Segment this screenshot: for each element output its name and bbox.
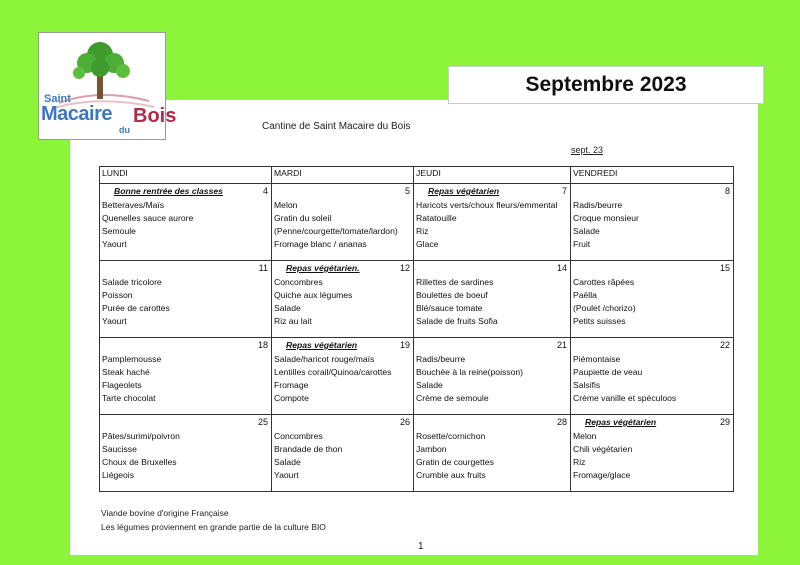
day-number: 29 <box>719 417 730 427</box>
day-number: 5 <box>404 186 410 196</box>
dish-item: Salade tricolore <box>102 277 162 287</box>
day-number: 25 <box>257 417 268 427</box>
menu-cell <box>414 261 571 338</box>
menu-theme <box>102 261 269 276</box>
dish-item: Poisson <box>102 290 133 300</box>
menu-theme <box>274 184 411 199</box>
dish-item: (Poulet /chorizo) <box>573 303 636 313</box>
menu-cell <box>272 338 414 415</box>
menu-theme <box>102 415 269 430</box>
menu-cell <box>272 415 414 492</box>
dish-item: Purée de carottes <box>102 303 170 313</box>
menu-cell <box>414 184 571 261</box>
dish-item: Radis/beurre <box>573 200 623 210</box>
dish-item: (Penne/courgette/tomate/lardon) <box>274 226 398 236</box>
menu-theme <box>102 338 269 353</box>
menu-cell <box>414 338 571 415</box>
dish-item: Compote <box>274 393 309 403</box>
day-number: 14 <box>556 263 567 273</box>
dish-item: Betteraves/Maïs <box>102 200 165 210</box>
menu-cell <box>571 338 734 415</box>
week-row <box>100 338 734 415</box>
dish-item: Paëlla <box>573 290 597 300</box>
dish-item: Boulettes de boeuf <box>416 290 488 300</box>
week-row <box>100 184 734 261</box>
menu-cell <box>272 184 414 261</box>
menu-theme <box>416 261 568 276</box>
day-header: VENDREDI <box>571 167 734 184</box>
dish-item: Riz au lait <box>274 316 312 326</box>
month-banner <box>448 66 764 104</box>
logo-du: du <box>119 125 130 135</box>
menu-theme <box>416 415 568 430</box>
dish-item: Steak haché <box>102 367 150 377</box>
menu-table <box>99 166 734 492</box>
dish-item: Piémontaise <box>573 354 621 364</box>
day-number: 11 <box>258 263 268 273</box>
dish-item: Tarte chocolat <box>102 393 156 403</box>
day-number: 28 <box>556 417 567 427</box>
menu-cell <box>571 184 734 261</box>
dish-item: Lentilles corail/Quinoa/carottes <box>274 367 392 377</box>
menu-cell <box>272 261 414 338</box>
dish-item: Fromage blanc / ananas <box>274 239 367 249</box>
menu-cell <box>571 415 734 492</box>
footnote-meat: Viande bovine d'origine Française <box>101 508 229 518</box>
menu-theme <box>573 338 731 353</box>
menu-theme: Repas végétarien <box>585 417 657 427</box>
menu-cell <box>100 415 272 492</box>
day-number: 18 <box>257 340 268 350</box>
menu-cell <box>100 184 272 261</box>
dish-item: Bouchée à la reine(poisson) <box>416 367 524 377</box>
day-number: 19 <box>399 340 410 350</box>
dish-item: Rosette/cornichon <box>416 431 486 441</box>
dish-item: Gratin de courgettes <box>416 457 494 467</box>
day-header: LUNDI <box>100 167 272 184</box>
town-logo <box>38 32 177 140</box>
dish-item: Crème de semoule <box>416 393 489 403</box>
dish-item: Glace <box>416 239 439 249</box>
dish-item: Jambon <box>416 444 447 454</box>
dish-item: Salade de fruits Sofia <box>416 316 498 326</box>
dish-item: Quenelles sauce aurore <box>102 213 194 223</box>
dish-item: Yaourt <box>102 316 127 326</box>
day-header: JEUDI <box>414 167 571 184</box>
day-number: 4 <box>262 186 268 196</box>
dish-item: Salade <box>416 380 443 390</box>
dish-item: Melon <box>274 200 298 210</box>
dish-item: Riz <box>416 226 429 236</box>
dish-item: Concombres <box>274 277 323 287</box>
menu-cell <box>100 338 272 415</box>
menu-theme <box>416 338 568 353</box>
dish-item: Carottes râpées <box>573 277 635 287</box>
dish-item: Salade/haricot rouge/maïs <box>274 354 375 364</box>
dish-item: Melon <box>573 431 597 441</box>
day-number: 21 <box>556 340 567 350</box>
day-header: MARDI <box>272 167 414 184</box>
page-number: 1 <box>418 541 424 552</box>
dish-item: Yaourt <box>102 239 127 249</box>
day-header-row <box>100 167 734 184</box>
dish-item: Quiche aux légumes <box>274 290 353 300</box>
dish-item: Fromage/glace <box>573 470 631 480</box>
day-number: 26 <box>399 417 410 427</box>
footnote-vegetables: Les légumes proviennent en grande partie de la culture BIO <box>101 522 326 532</box>
day-number: 12 <box>399 263 410 273</box>
menu-cell <box>571 261 734 338</box>
dish-item: Salsifis <box>573 380 601 390</box>
menu-theme: Repas végétarien <box>286 340 358 350</box>
dish-item: Salade <box>274 303 301 313</box>
dish-item: Fruit <box>573 239 591 249</box>
dish-item: Paupiette de veau <box>573 367 643 377</box>
dish-item: Flageolets <box>102 380 142 390</box>
dish-item: Choux de Bruxelles <box>102 457 177 467</box>
logo-saint: Saint <box>44 93 71 105</box>
dish-item: Rillettes de sardines <box>416 277 494 287</box>
document-title: Cantine de Saint Macaire du Bois <box>262 121 411 132</box>
menu-theme: Bonne rentrée des classes <box>114 186 223 196</box>
dish-item: Crumble aux fruits <box>416 470 486 480</box>
day-number: 8 <box>724 186 730 196</box>
dish-item: Crème vanille et spéculoos <box>573 393 677 403</box>
dish-item: Haricots verts/choux fleurs/emmental <box>416 200 558 210</box>
dish-item: Petits suisses <box>573 316 626 326</box>
menu-cell <box>414 415 571 492</box>
dish-item: Pâtes/surimi/poivron <box>102 431 180 441</box>
dish-item: Liégeois <box>102 470 135 480</box>
dish-item: Radis/beurre <box>416 354 466 364</box>
week-row <box>100 415 734 492</box>
dish-item: Fromage <box>274 380 309 390</box>
menu-theme: Repas végétarien. <box>286 263 360 273</box>
week-row <box>100 261 734 338</box>
day-number: 7 <box>561 186 567 196</box>
dish-item: Saucisse <box>102 444 137 454</box>
dish-item: Croque monsieur <box>573 213 639 223</box>
dish-item: Concombres <box>274 431 323 441</box>
dish-item: Blé/sauce tomate <box>416 303 483 313</box>
menu-cell <box>100 261 272 338</box>
dish-item: Chili végétarien <box>573 444 633 454</box>
dish-item: Pamplemousse <box>102 354 162 364</box>
dish-item: Ratatouille <box>416 213 457 223</box>
dish-item: Semoule <box>102 226 136 236</box>
logo-macaire: Macaire <box>41 103 112 125</box>
dish-item: Salade <box>573 226 600 236</box>
menu-theme <box>274 415 411 430</box>
menu-theme: Repas végétarien <box>428 186 500 196</box>
dish-item: Brandade de thon <box>274 444 343 454</box>
document-date: sept. 23 <box>571 145 604 155</box>
day-number: 22 <box>719 340 730 350</box>
day-number: 15 <box>719 263 730 273</box>
menu-theme <box>573 261 731 276</box>
dish-item: Yaourt <box>274 470 299 480</box>
month-title: Septembre 2023 <box>525 73 687 96</box>
logo-bois: Bois <box>133 105 177 127</box>
dish-item: Riz <box>573 457 586 467</box>
menu-theme <box>573 184 731 199</box>
dish-item: Gratin du soleil <box>274 213 332 223</box>
dish-item: Salade <box>274 457 301 467</box>
